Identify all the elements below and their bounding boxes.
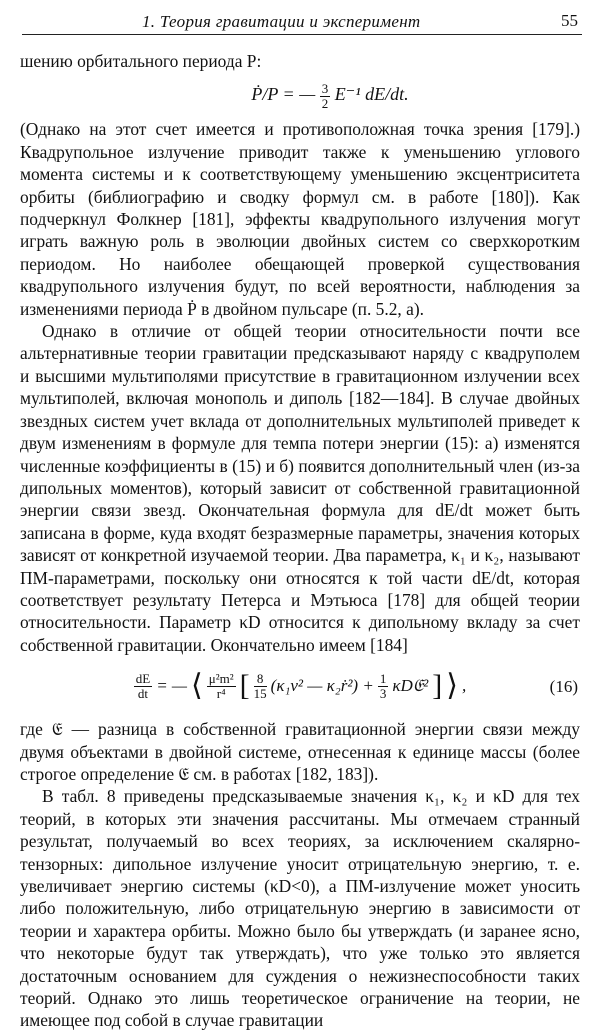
- right-angle-bracket-icon: ⟩: [446, 669, 458, 703]
- left-bracket-icon: [: [239, 669, 250, 703]
- formula2-comma: ,: [462, 675, 467, 695]
- formula2-term2: κD𝔈²: [392, 675, 429, 695]
- formula1-lhs: Ṗ/P = —: [251, 84, 316, 105]
- formula-16: [20, 662, 580, 710]
- formula1-frac-den: 2: [321, 95, 329, 111]
- equation-number: (16): [549, 677, 578, 697]
- paragraph-3: где 𝔈 — разница в собственной гравитационной энергии связи между двумя объектами в двойной системе, отнесенная к единице массы (более строгое определение 𝔈 см. в работах [182, 183]).: [20, 719, 580, 784]
- formula2-equals: = —: [156, 675, 188, 695]
- formula2-coef1-den: 15: [253, 685, 267, 701]
- formula1-rhs: E⁻¹ dE/dt.: [334, 84, 409, 105]
- formula2-term1: (κ₁v² — κ₂ṙ²) +: [270, 675, 374, 695]
- formula2-coef2-num: 1: [379, 670, 387, 686]
- formula-16-body: [134, 671, 467, 701]
- running-title: 1. Теория гравитации и эксперимент: [142, 12, 421, 31]
- formula2-coef2: [378, 672, 389, 701]
- running-header: [22, 6, 582, 35]
- paragraph-continuation: шению орбитального периода P:: [20, 51, 262, 71]
- formula1-frac-num: 3: [321, 80, 329, 96]
- left-angle-bracket-icon: ⟨: [191, 669, 203, 703]
- paragraph-2: Однако в отличие от общей теории относительности почти все альтернативные теории гравитации предсказывают наряду с квадруполем и высшими мультиполями присутствие в гравитационном излучении всех мультиполей, включая монополь и диполь [182—184]. В случае двойных звездных систем учет вклада от дополнительных мультиполей приведет к двум изменениям в формуле для темпа потери энергии (15): а) изменятся численные коэффициенты в (15) и б) появится дополнительный член (из-за дипольных моментов), который зависит от собственной гравитационной энергии связи звезд. Окончательная формула для dE/dt может быть записана в форме, куда входят безразмерные параметры, значения которых зависят от конкретной изучаемой теории. Два параметра, κ₁ и κ₂, называют ПМ-параметрами, поскольку они относятся к той части dE/dt, которая соответствует результату Петерса и Мэтьюса [178] для общей теории относительности. Параметр κD относится к дипольному вкладу за счет собственной гравитации. Окончательно имеем [184]: [20, 321, 580, 655]
- page-number: 55: [561, 11, 578, 30]
- formula2-coef1-num: 8: [254, 672, 267, 687]
- formula2-coef1: [254, 672, 267, 701]
- formula2-lhs-num: dE: [135, 670, 151, 686]
- formula2-angle-den: r⁴: [216, 685, 226, 701]
- formula2-coef2-den: 3: [379, 685, 387, 701]
- paragraph-4: В табл. 8 приведены предсказываемые значения κ₁, κ₂ и κD для тех теорий, в которых эти значения рассчитаны. Мы отмечаем странный результат, получаемый во всех теориях, за исключением скалярно-тензорных: дипольное излучение уносит отрицательную энергию, т. е. увеличивает энергию системы (κD<0), а ПМ-излучение может уносить либо положительную, либо отрицательную энергию в зависимости от теории и характера орбиты. Можно было бы утверждать (и заранее ясно, что некоторые будут так утверждать), что уже только это является достаточным основанием для суждения о нежизнеспособности таких теорий. Однако это лишь теоретическое ограничение на теории, не имеющее под собой в случае гравитации: [20, 786, 580, 1031]
- formula2-angle-fraction: [207, 672, 236, 701]
- formula2-angle-num: μ²m²: [208, 670, 234, 686]
- page-body: [20, 50, 580, 1032]
- formula2-lhs-den: dt: [137, 685, 149, 701]
- formula-period-derivative: [80, 76, 580, 112]
- right-bracket-icon: ]: [432, 669, 443, 703]
- paragraph-1: (Однако на этот счет имеется и противоположная точка зрения [179].) Квадрупольное излучение приводит также к уменьшению углового момента системы и к соответствующему уменьшению эксцентриситета орбиты (библиографию и сводку формул см. в работе [180]). Как подчеркнул Фолкнер [181], эффекты квадрупольного излучения могут играть важную роль в эволюции двойных систем со сверхкоротким периодом. Но наиболее обещающей проверкой существования квадрупольного излучения будут, по всей вероятности, наблюдения за изменениями периода Ṗ в двойном пульсаре (п. 5.2, а).: [20, 119, 580, 319]
- formula1-fraction: [320, 82, 331, 111]
- formula2-lhs-fraction: [134, 672, 152, 701]
